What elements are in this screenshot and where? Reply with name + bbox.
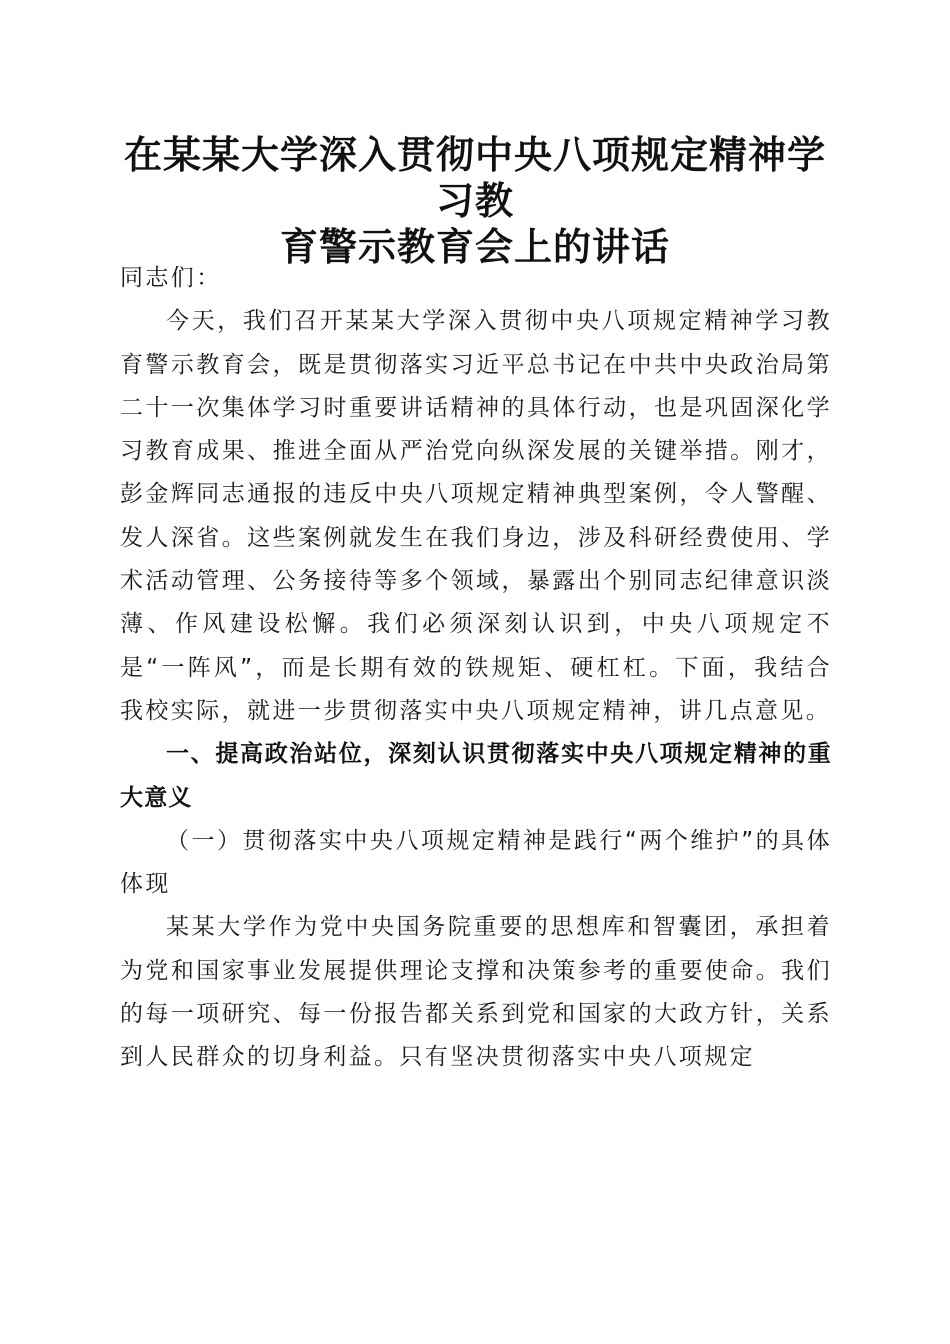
intro-paragraph: 今天，我们召开某某大学深入贯彻中央八项规定精神学习教育警示教育会，既是贯彻落实习近平总书记在中共中央政治局第二十一次集体学习时重要讲话精神的具体行动，也是巩固深化学习教育成果、推进全面从严治党向纵深发展的关键举措。刚才，彭金辉同志通报的违反中央八项规定精神典型案例，令人警醒、发人深省。这些案例就发生在我们身边，涉及科研经费使用、学术活动管理、公务接待等多个领域，暴露出个别同志纪律意识淡薄、作风建设松懈。我们必须深刻认识到，中央八项规定不是“一阵风”，而是长期有效的铁规矩、硬杠杠。下面，我结合我校实际，就进一步贯彻落实中央八项规定精神，讲几点意见。 — [120, 308, 832, 724]
title-line-1: 在某某大学深入贯彻中央八项规定精神学习教 — [123, 132, 826, 223]
section-heading: 一、提高政治站位，深刻认识贯彻落实中央八项规定精神的重大意义 — [120, 741, 832, 811]
subsection-paragraph: 某某大学作为党中央国务院重要的思想库和智囊团，承担着为党和国家事业发展提供理论支撑和决策参考的重要使命。我们的每一项研究、每一份报告都关系到党和国家的大政方针，关系到人民群众的切身利益。只有坚决贯彻落实中央八项规定 — [120, 914, 832, 1071]
salutation: 同志们： — [120, 265, 222, 291]
document-title — [110, 132, 840, 270]
document-body — [120, 257, 832, 1080]
subsection-heading: （一）贯彻落实中央八项规定精神是践行“两个维护”的具体体现 — [120, 827, 832, 898]
title-line-2: 育警示教育会上的讲话 — [279, 224, 670, 269]
